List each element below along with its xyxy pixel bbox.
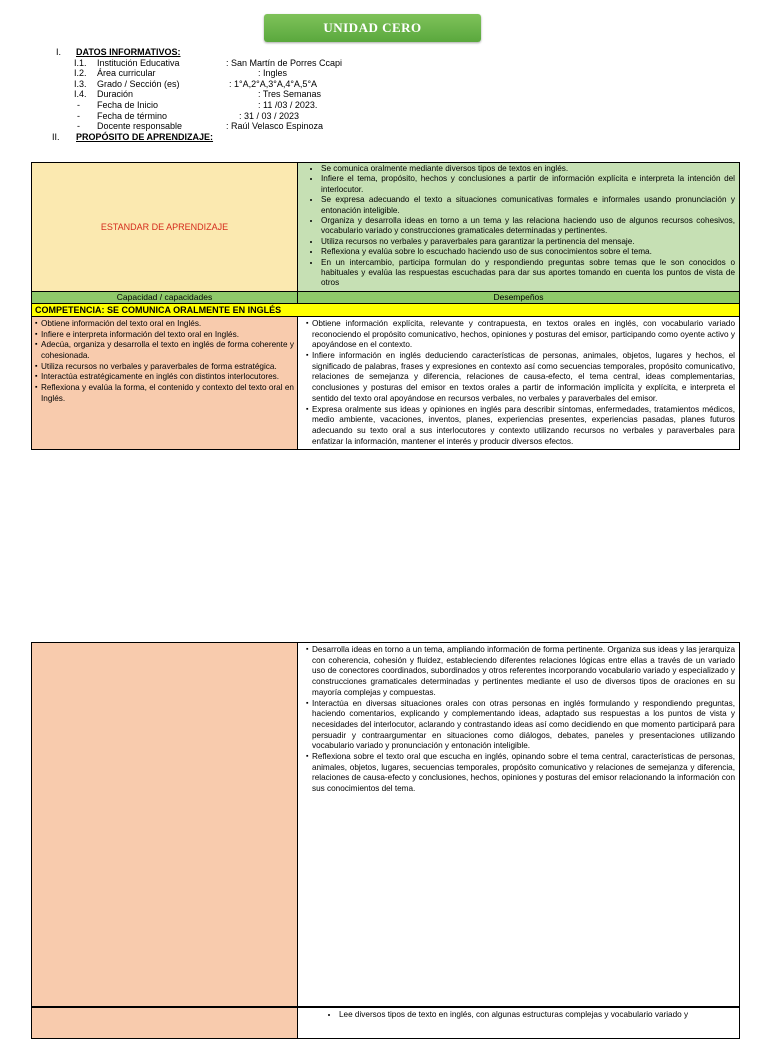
list-item: • Infiere el tema, propósito, hechos y conclusiones a partir de información explícita e interpreta la intención del interlocutor. <box>321 174 735 195</box>
section-1-heading <box>56 47 396 58</box>
list-item: ▪ Interactúa estratégicamente en inglés con distintos interlocutores. <box>41 372 294 383</box>
list-item: • Utiliza recursos no verbales y paraverbales para garantizar la pertinencia del mensaje. <box>321 237 735 247</box>
table-row <box>32 1008 740 1039</box>
list-item: • Lee diversos tipos de texto en inglés, con algunas estructuras complejas y vocabulario variado y <box>339 1010 735 1021</box>
learning-purpose-table <box>31 162 740 450</box>
continued-table <box>31 642 740 1007</box>
list-item: ▪ Utiliza recursos no verbales y paraverbales de forma estratégica. <box>41 362 294 373</box>
list-item: • En un intercambio, participa formulan do y respondiendo preguntas sobre temas que le son conocidos o habituales y evalúa las respuestas escuchadas para dar sus aportes tomando en cuenta los puntos de vista de otros <box>321 258 735 289</box>
list-item: • Se comunica oralmente mediante diversos tipos de textos en inglés. <box>321 164 735 174</box>
section-number: II. <box>52 131 60 142</box>
list-item: ▪ Adecúa, organiza y desarrolla el texto en inglés de forma coherente y cohesionada. <box>41 340 294 361</box>
competency-row <box>32 303 740 316</box>
column-header-capacidad: Capacidad / capacidades <box>32 291 298 303</box>
info-row: - Fecha de término : 31 / 03 / 2023 <box>77 110 300 121</box>
table-header-row <box>32 291 740 303</box>
next-table <box>31 1007 740 1039</box>
capacities-cell <box>32 643 298 1007</box>
performances-cell <box>298 316 740 449</box>
info-row: - Docente responsable : Raúl Velasco Espinoza <box>77 121 324 132</box>
unit-title-banner: UNIDAD CERO <box>264 14 481 42</box>
section-title: PROPÓSITO DE APRENDIZAJE: <box>76 131 214 142</box>
list-item: • Reflexiona y evalúa sobre lo escuchado haciendo uso de sus conocimientos sobre el tema. <box>321 247 735 257</box>
list-item: ▪ Reflexiona sobre el texto oral que escucha en inglés, opinando sobre el tema central, características de personas, animales, objetos, lugares, secuencias temporales, propósito comunicativo y relaciones de semejanza y diferencia, relaciones de causa-efecto y conclusiones, hechos, opiniones y posturas del emisor relacionando la información con sus conocimientos del tema. <box>312 752 735 795</box>
table-row <box>32 643 740 1007</box>
list-item: • Se expresa adecuando el texto a situaciones comunicativas formales e informales usando pronunciación y entonación inteligible. <box>321 195 735 216</box>
list-item: ▪ Infiere información en inglés deduciendo características de personas, animales, objetos, lugares y hechos, el significado de palabras, frases y expresiones en contexto así como secuencias temporales, propósito comunicativo, relaciones de semejanza y diferencia, relaciones de causa-efecto, el tema central, ideas complementarias, conclusiones y posturas del emisor en textos orales a partir de información implícita y explícita, e interpreta el sentido del texto oral apoyándose en recursos verbales, no verbales y paraverbales del emisor. <box>312 351 735 405</box>
standard-row <box>32 163 740 292</box>
performances-cell <box>298 1008 740 1039</box>
list-item: ▪ Obtiene información explícita, relevante y contrapuesta, en textos orales en inglés, con vocabulario variado reconociendo el propósito comunicativo, hechos, opiniones y posturas del emisor, participando como oyente activo y apoyándose en el contexto. <box>312 319 735 351</box>
section-title: DATOS INFORMATIVOS: <box>76 47 181 57</box>
capacities-cell <box>32 316 298 449</box>
competency-title: COMPETENCIA: SE COMUNICA ORALMENTE EN INGLÉS <box>32 303 740 316</box>
info-row: I.3. Grado / Sección (es) : 1°A,2°A,3°A,4°A,5°A <box>74 78 318 89</box>
list-item: ▪ Obtiene información del texto oral en Inglés. <box>41 319 294 330</box>
list-item: • Organiza y desarrolla ideas en torno a un tema y las relaciona haciendo uso de algunos recursos cohesivos, vocabulario variado y construcciones gramaticales determinadas y pertinentes. <box>321 216 735 237</box>
section-number: I. <box>56 47 62 57</box>
info-row: - Fecha de Inicio : 11 /03 / 2023. <box>77 99 318 110</box>
section-2-heading <box>52 131 396 143</box>
capacities-cell <box>32 1008 298 1039</box>
list-item: ▪ Reflexiona y evalúa la forma, el contenido y contexto del texto oral en Inglés. <box>41 383 294 404</box>
informative-data <box>52 47 396 142</box>
info-row: I.4. Duración : Tres Semanas <box>74 89 322 100</box>
list-item: ▪ Infiere e interpreta información del texto oral en Inglés. <box>41 330 294 341</box>
info-row: I.2. Área curricular : Ingles <box>74 68 288 79</box>
info-row: I.1. Institución Educativa : San Martín de Porres Ccapi <box>74 57 343 68</box>
standard-label: ESTANDAR DE APRENDIZAJE <box>32 163 298 292</box>
performances-cell <box>298 643 740 1007</box>
list-item: ▪ Interactúa en diversas situaciones orales con otras personas en inglés formulando y respondiendo preguntas, haciendo comentarios, explicando y complementando ideas, adaptado sus respuestas a los puntos de vista y necesidades del interlocutor, aclarando y contrastando ideas así como decidiendo en que momento participará para persuadir y contraargumentar en situaciones como diálogos, debates, paneles y presentaciones utilizando vocabulario variado y pronunciación y entonación inteligible. <box>312 699 735 753</box>
list-item: ▪ Expresa oralmente sus ideas y opiniones en inglés para describir síntomas, enfermedades, tratamientos médicos, medio ambiente, vacaciones, inventos, planes, experiencias presentes, experiencias pasadas, planes futuros adecuando su texto oral a sus interlocutores y contexto utilizando recursos no verbales y paraverbales para enfatizar la información, mantener el interés y producir diversos efectos. <box>312 405 735 448</box>
list-item: ▪ Desarrolla ideas en torno a un tema, ampliando información de forma pertinente. Organiza sus ideas y las jerarquiza con coherencia, cohesión y fluidez, estableciendo diferentes relaciones lógicas entre ellas a través de un variado uso de conectores coordinados, subordinados y otros referentes incorporando vocabulario variado y especializado y construcciones gramaticales determinadas y pertinentes mediante el uso de diversos tipos de oraciones en su mayoría complejas y compuestas. <box>312 645 735 699</box>
standard-description <box>298 163 740 292</box>
column-header-desempenos: Desempeños <box>298 291 740 303</box>
table-row <box>32 316 740 449</box>
